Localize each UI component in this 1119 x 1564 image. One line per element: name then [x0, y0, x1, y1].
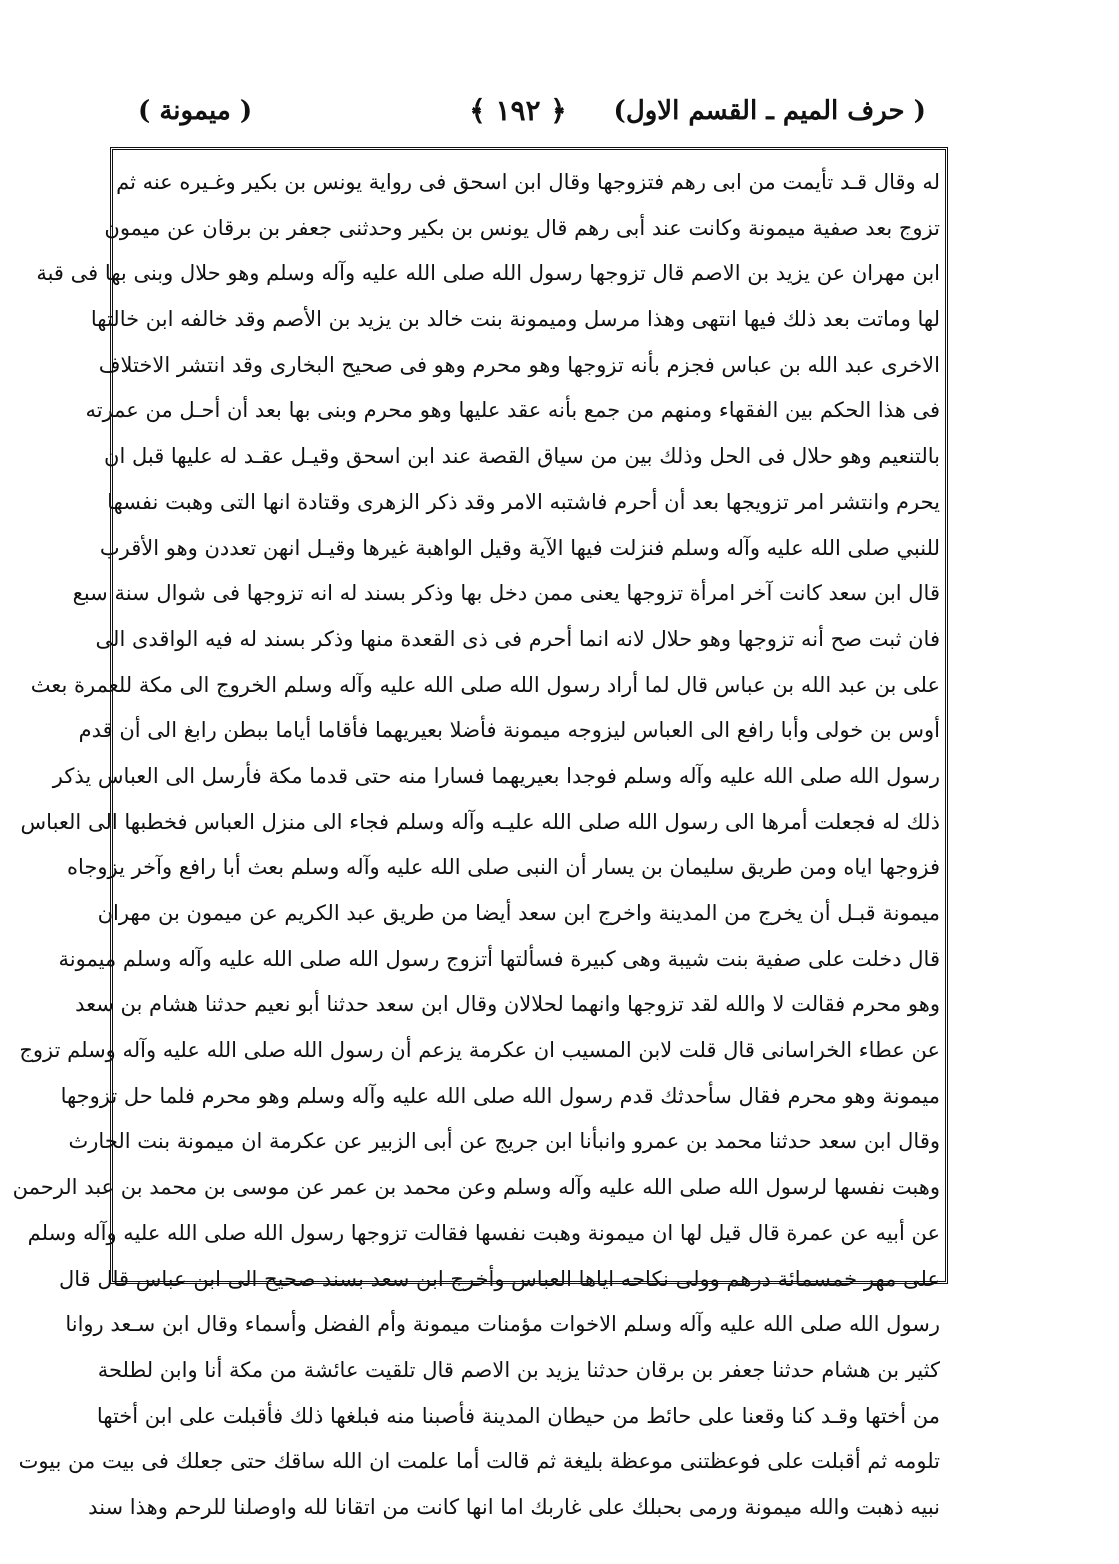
text-line: تلومه ثم أقبلت على فوعظتنى موعظة بليغة ثم قالت أما علمت ان الله ساقك حتى جعلك فى بيت من بيوت: [18, 1449, 940, 1474]
text-line: وهبت نفسها لرسول الله صلى الله عليه وآله وسلم وعن محمد بن عمر عن موسى بن محمد بن عبد الرحمن: [12, 1175, 940, 1200]
text-line: فى هذا الحكم بين الفقهاء ومنهم من جمع بأنه عقد عليها وهو محرم وبنى بها بعد أن أحـل من عمرته: [85, 398, 940, 423]
chapter-title: ( حرف الميم ـ القسم الاول): [613, 96, 926, 126]
text-line: بالتنعيم وهو حلال فى الحل وذلك بين من سياق القصة عند ابن اسحق وقيـل عقـد له عليها قبل ان: [104, 444, 940, 469]
text-line: رسول الله صلى الله عليه وآله وسلم فوجدا بعيريهما فسارا منه حتى قدما مكة فأرسل الى العباس يذكر: [52, 763, 940, 788]
text-line: من أختها وقـد كنا وقعنا على حائط من حيطان المدينة فأصبنا منه فبلغها ذلك فأقبلت على ابن أختها: [96, 1403, 940, 1428]
text-line: ذلك له فجعلت أمرها الى رسول الله صلى الله عليـه وآله وسلم فجاء الى منزل العباس فخطبها الى العباس: [20, 809, 940, 834]
text-line: عن عطاء الخراسانى قال قلت لابن المسيب ان عكرمة يزعم أن رسول الله صلى الله عليه وآله وسلم تزوج: [19, 1038, 940, 1063]
text-line: الاخرى عبد الله بن عباس فجزم بأنه تزوجها وهو محرم وهو فى صحيح البخارى وقد انتشر الاختلاف: [98, 352, 940, 377]
text-line: كثير بن هشام حدثنا جعفر بن برقان حدثنا يزيد بن الاصم قال تلقيت عائشة من مكة أنا وابن لطلحة: [97, 1357, 940, 1382]
text-line: للنبي صلى الله عليه وآله وسلم فنزلت فيها الآية وقيل الواهبة غيرها وقيـل انهن تعددن وهو الأقرب: [99, 535, 940, 560]
text-line: على مهر خمسمائة درهم وولى نكاحه اياها العباس وأخرج ابن سعد بسند صحيح الى ابن عباس قال قال: [59, 1266, 940, 1291]
text-line: نبيه ذهبت والله ميمونة ورمى بحبلك على غاربك اما انها كانت من اتقانا لله واوصلنا للرحم وهذا سند: [88, 1494, 940, 1519]
text-line: ميمونة قبـل أن يخرج من المدينة واخرج ابن سعد أيضا من طريق عبد الكريم عن ميمون بن مهران: [97, 901, 940, 925]
text-line: لها وماتت بعد ذلك فيها انتهى وهذا مرسل وميمونة بنت خالد بن يزيد بن الأصم وقد خالفه ابن خالتها: [90, 307, 940, 332]
text-line: ميمونة وهو محرم فقال سأحدثك قدم رسول الله صلى الله عليه وآله وسلم وهو محرم فلما حل تزوجها: [60, 1083, 940, 1108]
page-header: [110, 92, 926, 142]
text-line: وهو محرم فقالت لا والله لقد تزوجها وانهما لحلالان وقال ابن سعد حدثنا أبو نعيم حدثنا هشام بن سعد: [75, 992, 940, 1017]
text-line: على بن عبد الله بن عباس قال لما أراد رسول الله صلى الله عليه وآله وسلم الخروج الى مكة للعمرة بعث: [30, 672, 940, 697]
text-line: رسول الله صلى الله عليه وآله وسلم الاخوات مؤمنات ميمونة وأم الفضل وأسماء وقال ابن سـعد روانا: [65, 1312, 940, 1337]
page-number: ﴿ ١٩٢ ﴾: [469, 94, 567, 127]
text-line: له وقال قـد تأيمت من ابى رهم فتزوجها وقال ابن اسحق فى رواية يونس بن بكير وغـيره عنه ثم: [116, 170, 940, 194]
text-line: قال ابن سعد كانت آخر امرأة تزوجها يعنى ممن دخل بها وذكر بسند له انه تزوجها فى شوال سنة سبع: [72, 581, 940, 606]
text-line: ابن مهران عن يزيد بن الاصم قال تزوجها رسول الله صلى الله عليه وآله وسلم وهو حلال وبنى بها فى قبة: [36, 261, 940, 286]
text-line: تزوج بعد صفية ميمونة وكانت عند أبى رهم قال يونس بن بكير وحدثنى جعفر بن برقان عن ميمون: [104, 215, 940, 240]
text-line: أوس بن خولى وأبا رافع الى العباس ليزوجه ميمونة فأضلا بعيريهما فأقاما أياما ببطن رابغ الى أن قدم: [78, 718, 940, 743]
text-line: قال دخلت على صفية بنت شيبة وهى كبيرة فسألتها أتزوج رسول الله صلى الله عليه وآله وسلم ميمونة: [58, 946, 940, 971]
text-line: عن أبيه عن عمرة قال قيل لها ان ميمونة وهبت نفسها فقالت تزوجها رسول الله صلى الله عليه وآله وسلم: [27, 1220, 940, 1245]
entry-title: ( ميمونة ): [138, 96, 253, 126]
text-line: يحرم وانتشر امر تزويجها بعد أن أحرم فاشتبه الامر وقد ذكر الزهرى وقتادة انها التى وهبت نفسها: [107, 489, 940, 514]
text-line: فان ثبت صح أنه تزوجها وهو حلال لانه انما أحرم فى ذى القعدة منها وذكر بسند له فيه الواقدى الى: [95, 626, 940, 651]
body-text: [12, 160, 940, 1531]
text-line: فزوجها اياه ومن طريق سليمان بن يسار أن النبى صلى الله عليه وآله وسلم بعث أبا رافع وآخر يزوجاه: [66, 855, 940, 880]
text-line: وقال ابن سعد حدثنا محمد بن عمرو وانبأنا ابن جريج عن أبى الزبير عن عكرمة ان ميمونة بنت الحارث: [68, 1129, 940, 1154]
